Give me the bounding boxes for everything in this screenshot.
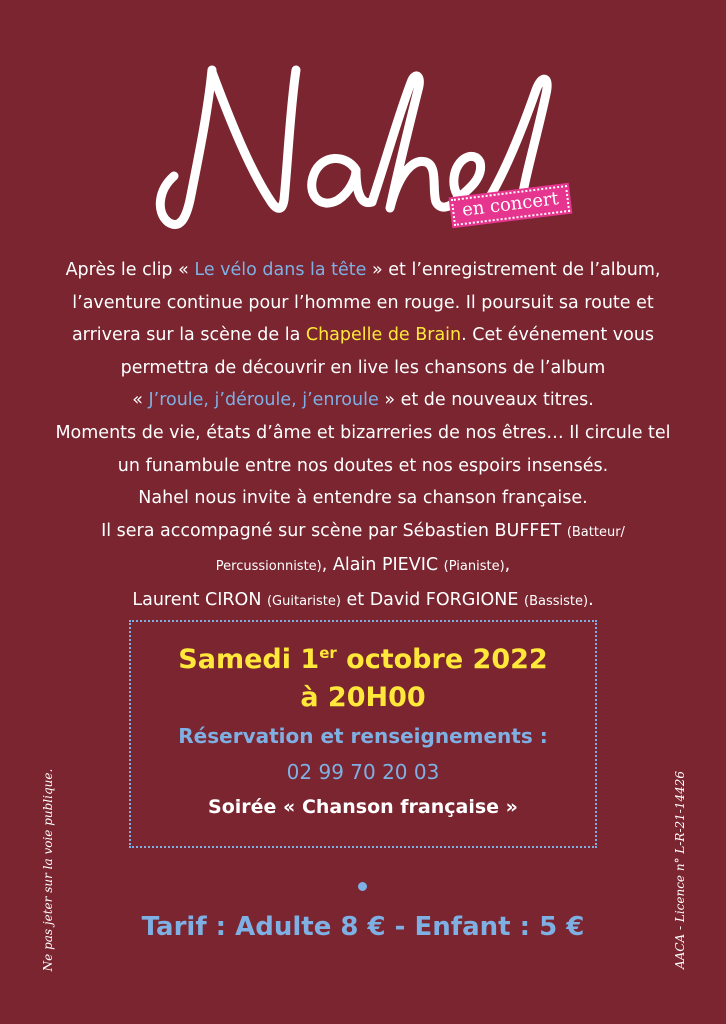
soiree-title: Soirée « Chanson française »	[208, 796, 518, 818]
description-line-10: Percussionniste), Alain PIEVIC (Pianiste),	[215, 555, 511, 576]
description-line-6: Moments de vie, états d’âme et bizarreries de nos êtres… Il circule tel	[55, 422, 671, 443]
venue-name: Chapelle de Brain	[305, 325, 462, 346]
en-concert-badge: en concert	[449, 183, 573, 229]
description-line-3: arrivera sur la scène de la Chapelle de Brain. Cet événement vous	[71, 325, 655, 346]
description-line-8: Nahel nous invite à entendre sa chanson française.	[138, 488, 588, 509]
description-line-4: permettra de découvrir en live les chansons de l’album	[120, 357, 606, 378]
description-line-5: « J’roule, j’déroule, j’enroule » et de nouveaux titres.	[132, 390, 594, 411]
concert-description	[36, 254, 690, 619]
album-title: J’roule, j’déroule, j’enroule	[148, 390, 379, 411]
phone-number: 02 99 70 20 03	[286, 760, 440, 784]
description-line-9: Il sera accompagné sur scène par Sébastien BUFFET (Batteur/	[101, 520, 625, 541]
artist-logo	[150, 50, 610, 260]
price-info: Tarif : Adulte 8 € - Enfant : 5 €	[141, 912, 585, 942]
event-date: Samedi 1er octobre 2022	[178, 644, 548, 675]
event-info-box	[129, 620, 597, 848]
clip-title: Le vélo dans la tête	[194, 260, 367, 280]
reservation-label: Réservation et renseignements :	[178, 724, 548, 748]
bullet-dot	[358, 882, 367, 891]
description-line-11: Laurent CIRON (Guitariste) et David FORGIONE (Bassiste).	[132, 589, 594, 610]
description-line-7: un funambule entre nos doutes et nos espoirs insensés.	[117, 455, 609, 476]
event-time: à 20H00	[300, 682, 426, 713]
license-notice: AACA - Licence n° L-R-21-14426	[673, 770, 687, 970]
description-line-2: l’aventure continue pour l’homme en rouge. Il poursuit sa route et	[72, 292, 654, 313]
disposal-notice: Ne pas jeter sur la voie publique.	[41, 768, 55, 972]
description-line-1: Après le clip « Le vélo dans la tête » et l’enregistrement de l’album,	[65, 260, 661, 280]
